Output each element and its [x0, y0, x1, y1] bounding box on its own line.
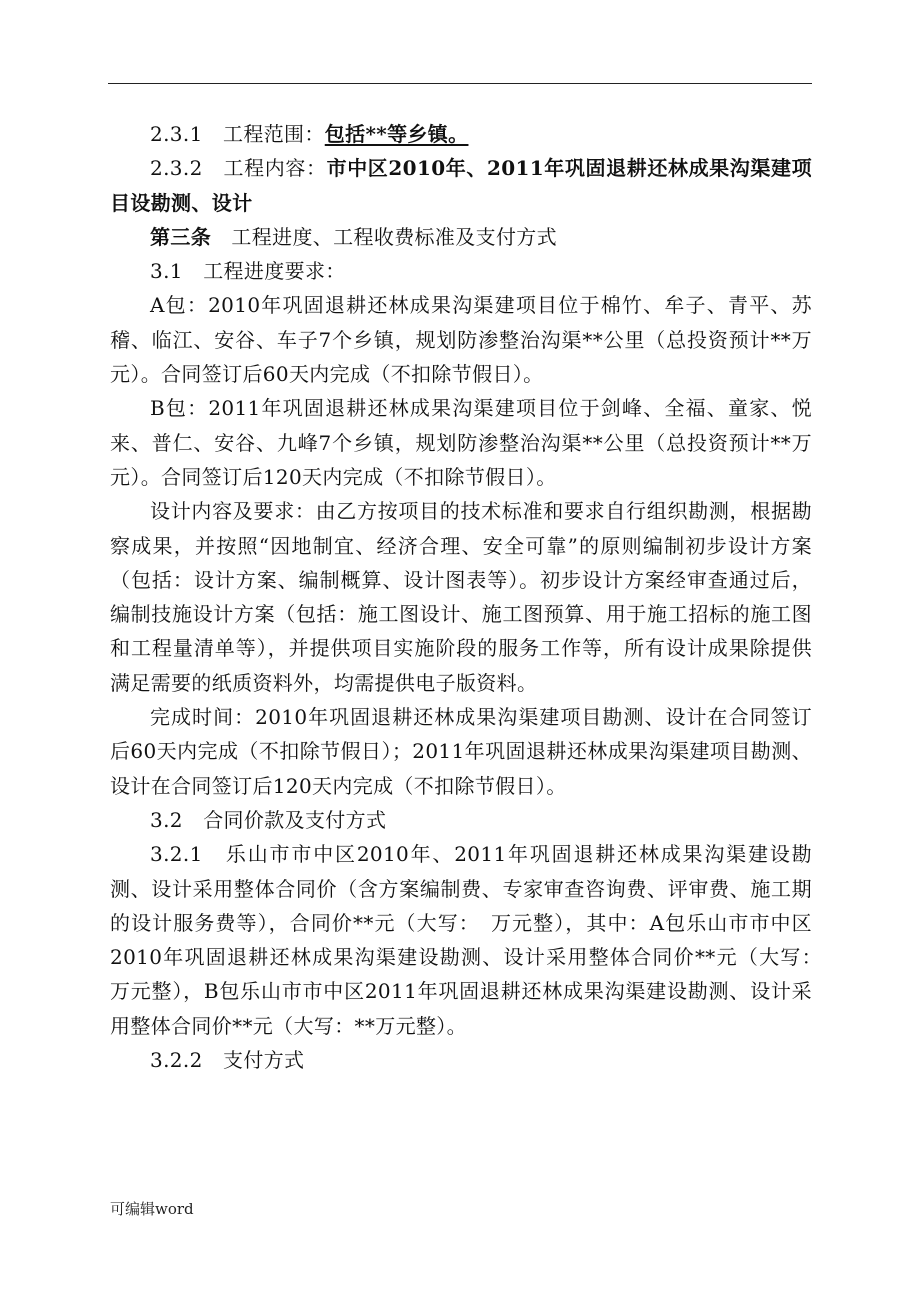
clause-3-2: 3.2 合同价款及支付方式	[150, 807, 387, 832]
clause-2-3-2-label: 2.3.2 工程内容：	[150, 156, 327, 181]
clause-3-2-1: 3.2.1 乐山市市中区2010年、2011年巩固退耕还林成果沟渠建设勘测、设计采用整体合同价（含方案编制费、专家审查咨询费、评审费、施工期的设计服务费等），合同价**元（大写： 万元整），其中：A包乐山市市中区2010年巩固退耕还林成果沟渠建设勘测、设计采用整体合同价**元（大写： 万元整），B包乐山市市中区2011年巩固退耕还林成果沟渠建设勘测、设计采用整体合同价**元（大写：**万元整）。	[110, 842, 833, 1038]
clause-2-3-2	[110, 151, 812, 220]
article-three-title: 工程进度、工程收费标准及支付方式	[211, 224, 558, 249]
clause-3-1: 3.1 工程进度要求：	[150, 259, 346, 284]
article-three-label: 第三条	[150, 224, 212, 249]
footer-text: 可编辑word	[110, 1200, 194, 1218]
clause-3-2-2: 3.2.2 支付方式	[150, 1048, 305, 1073]
clause-2-3-1	[110, 117, 812, 151]
clause-2-3-2-value: 市中区2010年、2011年巩固退耕还林成果沟渠建项目设勘测、设计	[110, 156, 812, 215]
document-body	[110, 117, 833, 1077]
package-a-paragraph: A包：2010年巩固退耕还林成果沟渠建项目位于棉竹、牟子、青平、苏稽、临江、安谷、车子7个乡镇，规划防渗整治沟渠**公里（总投资预计**万元）。合同签订后60天内完成（不扣除节假日）。	[110, 293, 812, 387]
header-rule	[108, 83, 812, 84]
design-requirements-paragraph: 设计内容及要求：由乙方按项目的技术标准和要求自行组织勘测，根据勘察成果，并按照“因地制宜、经济合理、安全可靠”的原则编制初步设计方案（包括：设计方案、编制概算、设计图表等）。初步设计方案经审查通过后，编制技施设计方案（包括：施工图设计、施工图预算、用于施工招标的施工图和工程量清单等），并提供项目实施阶段的服务工作等，所有设计成果除提供满足需要的纸质资料外，均需提供电子版资料。	[110, 499, 812, 695]
package-b-paragraph: B包：2011年巩固退耕还林成果沟渠建项目位于剑峰、全福、童家、悦来、普仁、安谷、九峰7个乡镇，规划防渗整治沟渠**公里（总投资预计**万元）。合同签订后120天内完成（不扣除节假日）。	[110, 396, 812, 489]
article-three-heading	[110, 220, 812, 254]
completion-time-paragraph: 完成时间：2010年巩固退耕还林成果沟渠建项目勘测、设计在合同签订后60天内完成（不扣除节假日）；2011年巩固退耕还林成果沟渠建项目勘测、设计在合同签订后120天内完成（不扣除节假日）。	[110, 705, 812, 798]
clause-2-3-1-value: 包括**等乡镇。	[324, 122, 469, 146]
clause-2-3-1-label: 2.3.1 工程范围：	[150, 122, 325, 146]
